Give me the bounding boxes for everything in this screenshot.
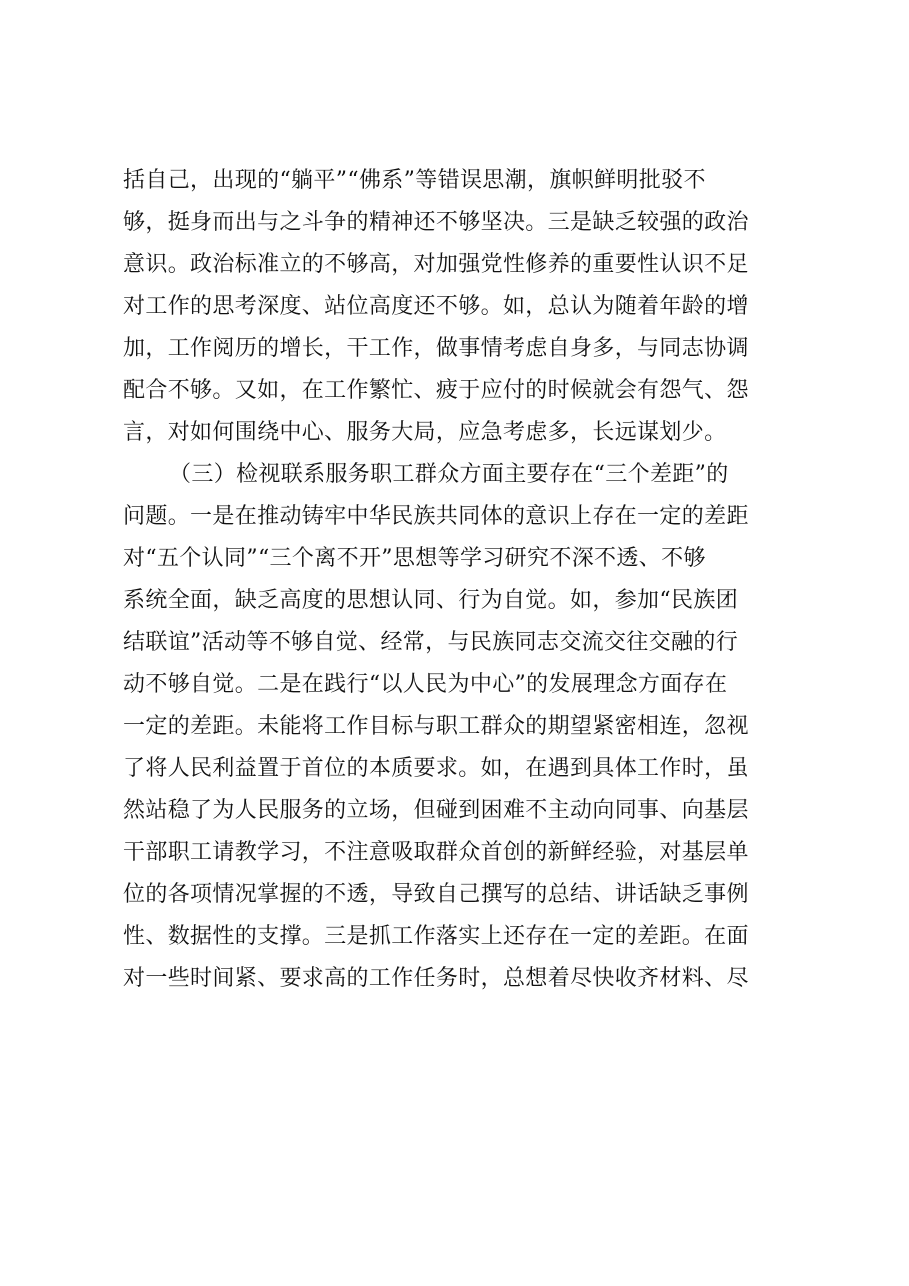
text-line: 言，对如何围绕中心、服务大局，应急考虑多，长远谋划少。 [123,420,727,445]
text-line: 性、数据性的支撑。三是抓工作落实上还存在一定的差距。在面 [123,924,749,949]
text-line: 干部职工请教学习，不注意吸取群众首创的新鲜经验，对基层单 [123,840,749,865]
text-line: 系统全面，缺乏高度的思想认同、行为自觉。如，参加“民族团 [123,588,739,613]
body-text [123,160,813,1000]
text-line: 配合不够。又如，在工作繁忙、疲于应付的时候就会有怨气、怨 [123,378,749,403]
text-line: 然站稳了为人民服务的立场，但碰到困难不主动向同事、向基层 [123,798,749,823]
text-line: 一定的差距。未能将工作目标与职工群众的期望紧密相连，忽视 [123,714,749,739]
text-line: 对一些时间紧、要求高的工作任务时，总想着尽快收齐材料、尽 [123,966,749,991]
text-line: 意识。政治标准立的不够高，对加强党性修养的重要性认识不足 [123,252,749,277]
text-line: 位的各项情况掌握的不透，导致自己撰写的总结、讲话缺乏事例 [123,882,749,907]
text-line: 对工作的思考深度、站位高度还不够。如，总认为随着年龄的增 [123,294,749,319]
text-line: 动不够自觉。二是在践行“以人民为中心”的发展理念方面存在 [123,672,728,697]
text-line: 够，挺身而出与之斗争的精神还不够坚决。三是缺乏较强的政治 [123,210,749,235]
text-line: 了将人民利益置于首位的本质要求。如，在遇到具体工作时，虽 [123,756,749,781]
text-line: 问题。一是在推动铸牢中华民族共同体的意识上存在一定的差距 [123,504,749,529]
text-line: 结联谊”活动等不够自觉、经常，与民族同志交流交往交融的行 [123,630,739,655]
text-line: 加，工作阅历的增长，干工作，做事情考虑自身多，与同志协调 [123,336,749,361]
text-line: 括自己，出现的“躺平”“佛系”等错误思潮，旗帜鲜明批驳不 [123,168,706,193]
text-line: 对“五个认同”“三个离不开”思想等学习研究不深不透、不够 [123,546,706,571]
section-heading-line: （三）检视联系服务职工群众方面主要存在“三个差距”的 [169,462,729,487]
